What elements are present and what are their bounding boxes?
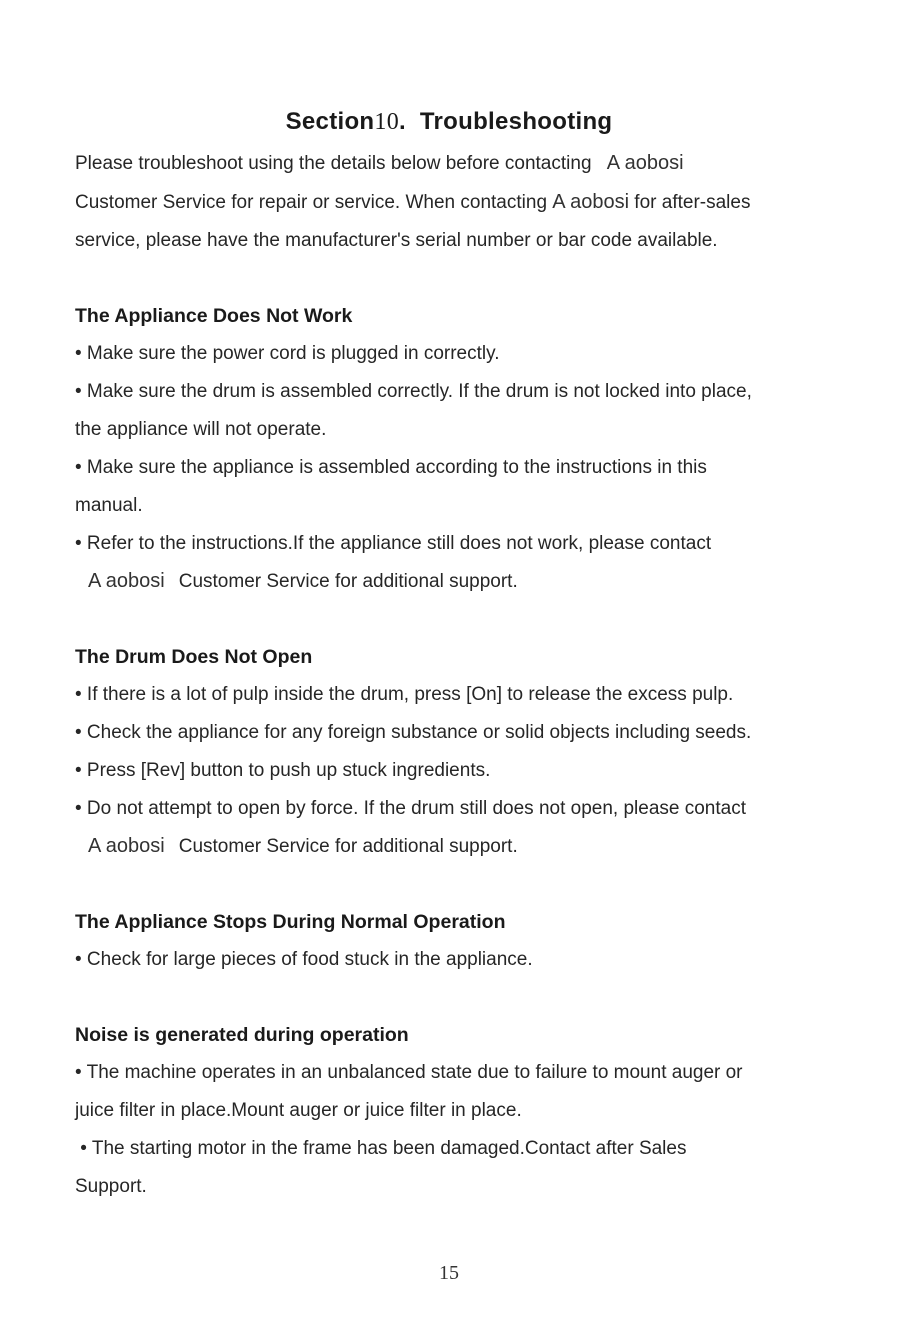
brand-name: A aobosi — [606, 152, 684, 174]
section-title — [0, 108, 898, 136]
list-item: • If there is a lot of pulp inside the drum, press [On] to release the excess pulp. — [75, 684, 734, 705]
list-item: • Check for large pieces of food stuck in the appliance. — [75, 949, 533, 970]
brand-name: A aobosi — [88, 570, 165, 592]
support-text: Customer Service for additional support. — [178, 836, 518, 857]
list-item-continuation: manual. — [75, 495, 143, 516]
list-item-continuation — [88, 834, 518, 859]
list-item: • Make sure the appliance is assembled according to the instructions in this — [75, 457, 707, 478]
list-item: • The machine operates in an unbalanced state due to failure to mount auger or — [75, 1062, 743, 1083]
heading-appliance-does-not-work: The Appliance Does Not Work — [75, 305, 353, 327]
list-item: • Make sure the drum is assembled correctly. If the drum is not locked into place, — [75, 381, 752, 402]
heading-appliance-stops: The Appliance Stops During Normal Operation — [75, 911, 506, 933]
list-item-continuation: the appliance will not operate. — [75, 419, 327, 440]
page-number: 15 — [439, 1262, 459, 1284]
section-title-prefix: Section — [285, 108, 375, 135]
heading-drum-does-not-open: The Drum Does Not Open — [75, 646, 313, 668]
brand-name: A aobosi — [552, 191, 630, 213]
intro-line-3: service, please have the manufacturer's serial number or bar code available. — [75, 230, 718, 251]
list-item-continuation: Support. — [75, 1176, 147, 1197]
support-text: Customer Service for additional support. — [178, 571, 518, 592]
intro-line-2-text-a: Customer Service for repair or service. When contacting — [75, 192, 553, 213]
intro-line-2 — [75, 190, 750, 215]
list-item-continuation: juice filter in place.Mount auger or juice filter in place. — [75, 1100, 522, 1121]
intro-line-1 — [75, 151, 684, 176]
list-item: • The starting motor in the frame has been damaged.Contact after Sales — [75, 1138, 687, 1159]
list-item: • Press [Rev] button to push up stuck ingredients. — [75, 760, 491, 781]
list-item-continuation — [88, 569, 518, 594]
list-item: • Refer to the instructions.If the appliance still does not work, please contact — [75, 533, 712, 554]
brand-name: A aobosi — [88, 835, 165, 857]
intro-line-2-text-b: for after-sales — [629, 192, 751, 213]
list-item: • Check the appliance for any foreign substance or solid objects including seeds. — [75, 722, 752, 743]
list-item: • Make sure the power cord is plugged in correctly. — [75, 343, 500, 364]
list-item: • Do not attempt to open by force. If the drum still does not open, please contact — [75, 798, 746, 819]
heading-noise-generated: Noise is generated during operation — [75, 1024, 409, 1046]
intro-line-1-text: Please troubleshoot using the details below before contacting — [75, 153, 597, 174]
section-title-number: 10 — [374, 109, 399, 135]
section-title-suffix: . Troubleshooting — [399, 108, 613, 135]
